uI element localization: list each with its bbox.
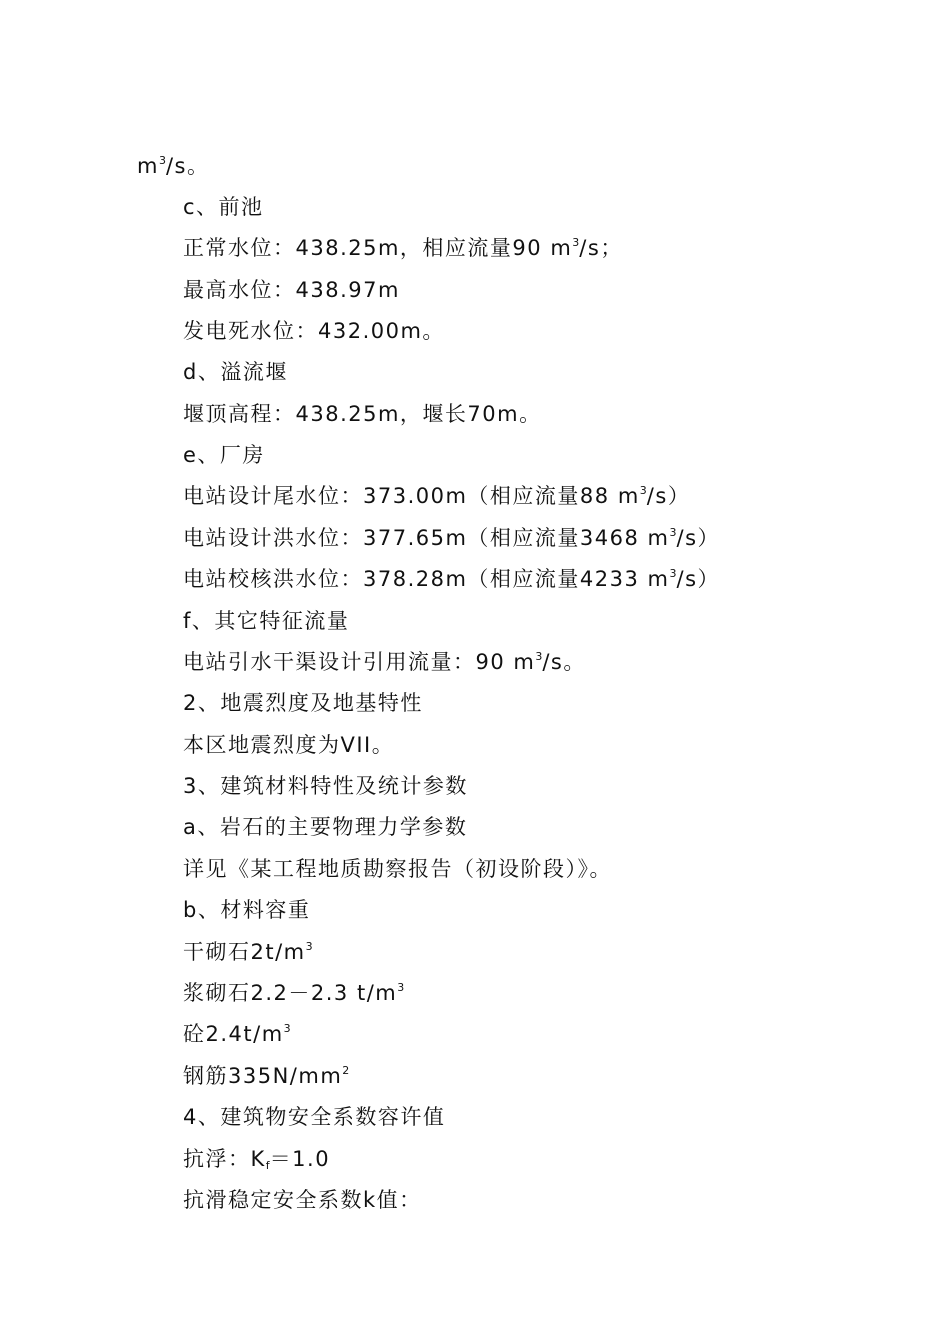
text-line-concrete: [183, 1020, 291, 1048]
superscript: 3: [397, 981, 405, 994]
text-run: e、厂房: [183, 443, 265, 467]
text-line-dead-level: [183, 317, 445, 345]
text-line-design-tailwater: [183, 482, 690, 510]
heading-safety-factors: [183, 1103, 445, 1131]
heading-unit-weight: [183, 896, 310, 924]
text-run: 砼2.4t/m: [183, 1022, 284, 1046]
text-run: /s。: [542, 650, 586, 674]
text-run: 本区地震烈度为VII。: [183, 733, 395, 757]
text-run: 抗滑稳定安全系数k值：: [183, 1188, 422, 1212]
heading-forebay: [183, 193, 264, 221]
text-run: 4、建筑物安全系数容许值: [183, 1105, 446, 1129]
text-run: /s；: [579, 236, 623, 260]
text-run: 电站校核洪水位：378.28m（相应流量4233 m: [183, 567, 670, 591]
text-line-design-flood: [183, 524, 720, 552]
text-line-mortar-masonry: [183, 979, 404, 1007]
text-line-sliding-stability: [183, 1186, 422, 1214]
superscript: 2: [342, 1064, 350, 1077]
text-line-max-level: [183, 276, 400, 304]
text-line-anti-floating: [183, 1145, 330, 1173]
heading-materials: [183, 772, 468, 800]
superscript: 3: [305, 940, 313, 953]
superscript: 3: [535, 650, 543, 663]
text-run: /s）: [646, 484, 691, 508]
text-run: 堰顶高程：438.25m，堰长70m。: [183, 402, 542, 426]
text-run: 最高水位：438.97m: [183, 278, 400, 302]
text-run: 浆砌石2.2－2.3 t/m: [183, 981, 398, 1005]
text-run: f、其它特征流量: [183, 609, 350, 633]
text-run: 3、建筑材料特性及统计参数: [183, 774, 468, 798]
text-line-weir-crest: [183, 400, 542, 428]
text-line-rebar: [183, 1062, 349, 1090]
text-run: d、溢流堰: [183, 360, 288, 384]
subscript: f: [265, 1159, 270, 1172]
text-line-diversion-flow: [183, 648, 586, 676]
text-run: /s）: [676, 526, 721, 550]
superscript: 3: [572, 236, 580, 249]
text-run: ＝1.0: [269, 1147, 331, 1171]
text-line-report-reference: [183, 855, 612, 883]
text-run: b、材料容重: [183, 898, 311, 922]
text-run: 电站引水干渠设计引用流量：90 m: [183, 650, 536, 674]
text-run: 详见《某工程地质勘察报告（初设阶段）》。: [183, 857, 612, 881]
superscript: 3: [669, 567, 677, 580]
text-run: c、前池: [183, 195, 264, 219]
heading-powerhouse: [183, 441, 265, 469]
text-line-check-flood: [183, 565, 720, 593]
superscript: 3: [283, 1022, 291, 1035]
superscript: 3: [639, 484, 647, 497]
text-run: 正常水位：438.25m，相应流量90 m: [183, 236, 573, 260]
text-run: 2、地震烈度及地基特性: [183, 691, 423, 715]
superscript: 3: [669, 526, 677, 539]
text-run: 钢筋335N/mm: [183, 1064, 343, 1088]
heading-seismic: [183, 689, 423, 717]
text-line-continuation: [137, 152, 210, 180]
heading-rock-parameters: [183, 813, 467, 841]
text-run: 电站设计尾水位：373.00m（相应流量88 m: [183, 484, 640, 508]
heading-spillway: [183, 358, 288, 386]
superscript: 3: [158, 154, 166, 167]
text-run: /s。: [165, 154, 210, 178]
text-run: /s）: [676, 567, 721, 591]
text-run: 干砌石2t/m: [183, 940, 306, 964]
text-run: a、岩石的主要物理力学参数: [183, 815, 468, 839]
text-line-seismic-intensity: [183, 731, 394, 759]
text-run: 抗浮：K: [183, 1147, 266, 1171]
text-line-normal-level: [183, 234, 623, 262]
text-line-dry-masonry: [183, 938, 313, 966]
text-run: 电站设计洪水位：377.65m（相应流量3468 m: [183, 526, 670, 550]
text-run: 发电死水位：432.00m。: [183, 319, 445, 343]
heading-other-flows: [183, 607, 349, 635]
text-run: m: [137, 154, 159, 178]
